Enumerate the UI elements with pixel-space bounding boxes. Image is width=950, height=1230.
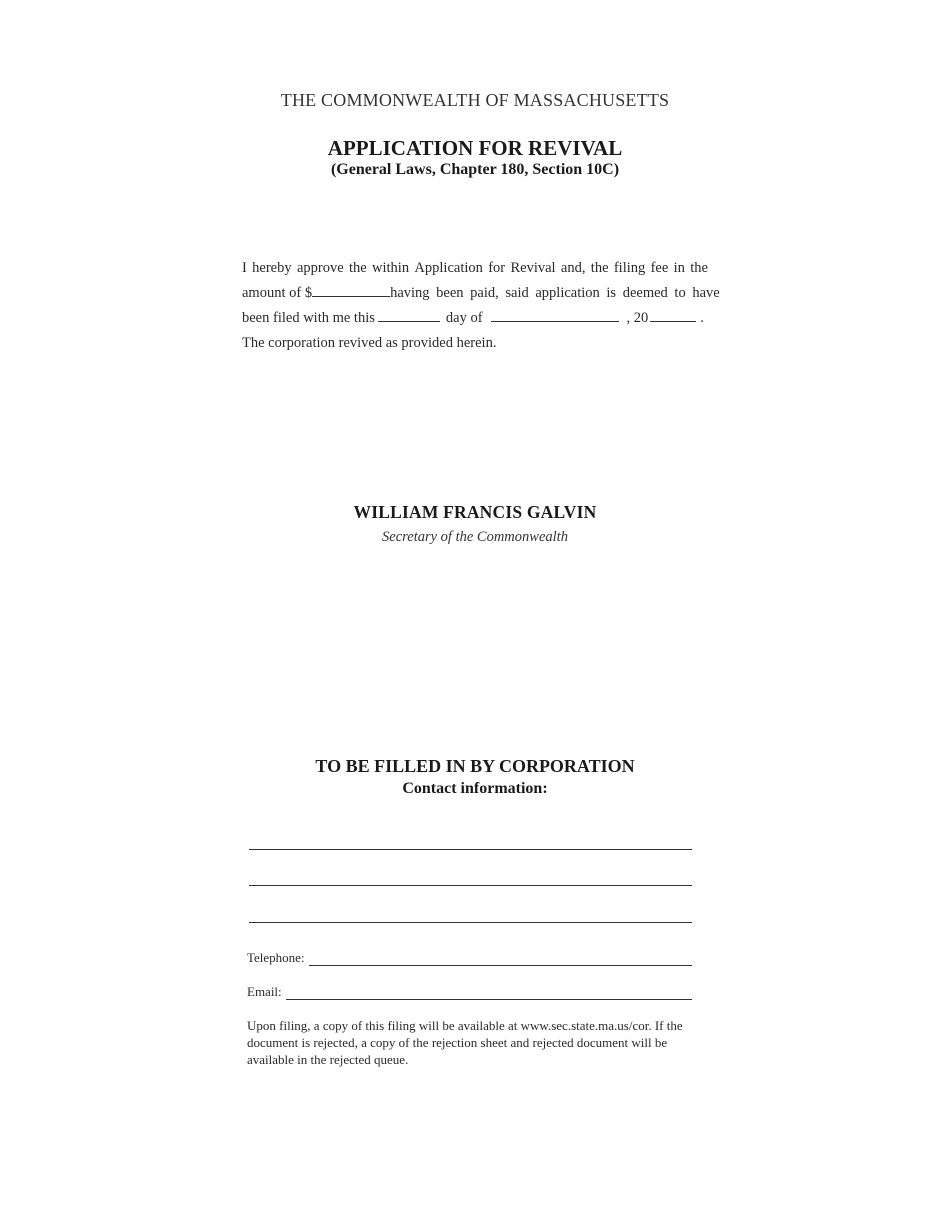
approval-word: in [673, 260, 685, 276]
email-label: Email: [247, 984, 282, 999]
email-field[interactable] [247, 984, 692, 1000]
amount-suffix: having been paid, said application is deemed to have [390, 285, 720, 301]
form-title: APPLICATION FOR REVIVAL [327, 136, 623, 160]
approval-word: approve [296, 260, 344, 276]
contact-label: Contact information: [402, 780, 548, 797]
period: . [700, 310, 704, 326]
approval-word: Revival [510, 260, 556, 276]
approval-word: the [590, 260, 609, 276]
approval-word: I [242, 260, 247, 276]
approval-line-2 [242, 281, 720, 306]
approval-word: filing [613, 260, 646, 276]
form-subtitle: (General Laws, Chapter 180, Section 10C) [330, 161, 620, 178]
email-input-line[interactable] [286, 987, 692, 1000]
approval-word: the [690, 260, 708, 276]
month-blank[interactable] [491, 307, 619, 322]
approval-paragraph [242, 256, 720, 356]
amount-blank[interactable] [312, 282, 390, 297]
approval-word: fee [650, 260, 669, 276]
contact-line-1[interactable] [249, 849, 692, 850]
telephone-label: Telephone: [247, 950, 305, 965]
day-blank[interactable] [378, 307, 440, 322]
approval-word: hereby [252, 260, 292, 276]
contact-line-2[interactable] [249, 885, 692, 886]
approval-line-1 [242, 256, 708, 281]
telephone-field[interactable] [247, 950, 692, 966]
approval-word: for [488, 260, 506, 276]
approval-word: Application [414, 260, 483, 276]
filed-prefix: been filed with me this [242, 310, 375, 326]
signatory-name: WILLIAM FRANCIS GALVIN [353, 502, 597, 522]
contact-line-3[interactable] [249, 922, 692, 923]
signatory-title: Secretary of the Commonwealth [382, 529, 568, 545]
approval-line-4: The corporation revived as provided herein. [242, 335, 497, 351]
filing-note: Upon filing, a copy of this filing will be available at www.sec.state.ma.us/cor. If the document is rejected, a copy of the rejection sheet and rejected document will be available in the rejected queue. [247, 1018, 683, 1067]
corporation-heading: TO BE FILLED IN BY CORPORATION [315, 756, 635, 776]
day-of-label: day of [445, 310, 483, 326]
year-blank[interactable] [650, 307, 696, 322]
approval-word: the [348, 260, 367, 276]
telephone-input-line[interactable] [309, 953, 692, 966]
approval-line-3 [242, 306, 708, 331]
year-prefix: , 20 [626, 310, 649, 326]
approval-word: within [372, 260, 410, 276]
approval-word: and, [560, 260, 586, 276]
amount-prefix: amount of $ [242, 285, 313, 301]
state-heading: THE COMMONWEALTH OF MASSACHUSETTS [280, 90, 670, 110]
